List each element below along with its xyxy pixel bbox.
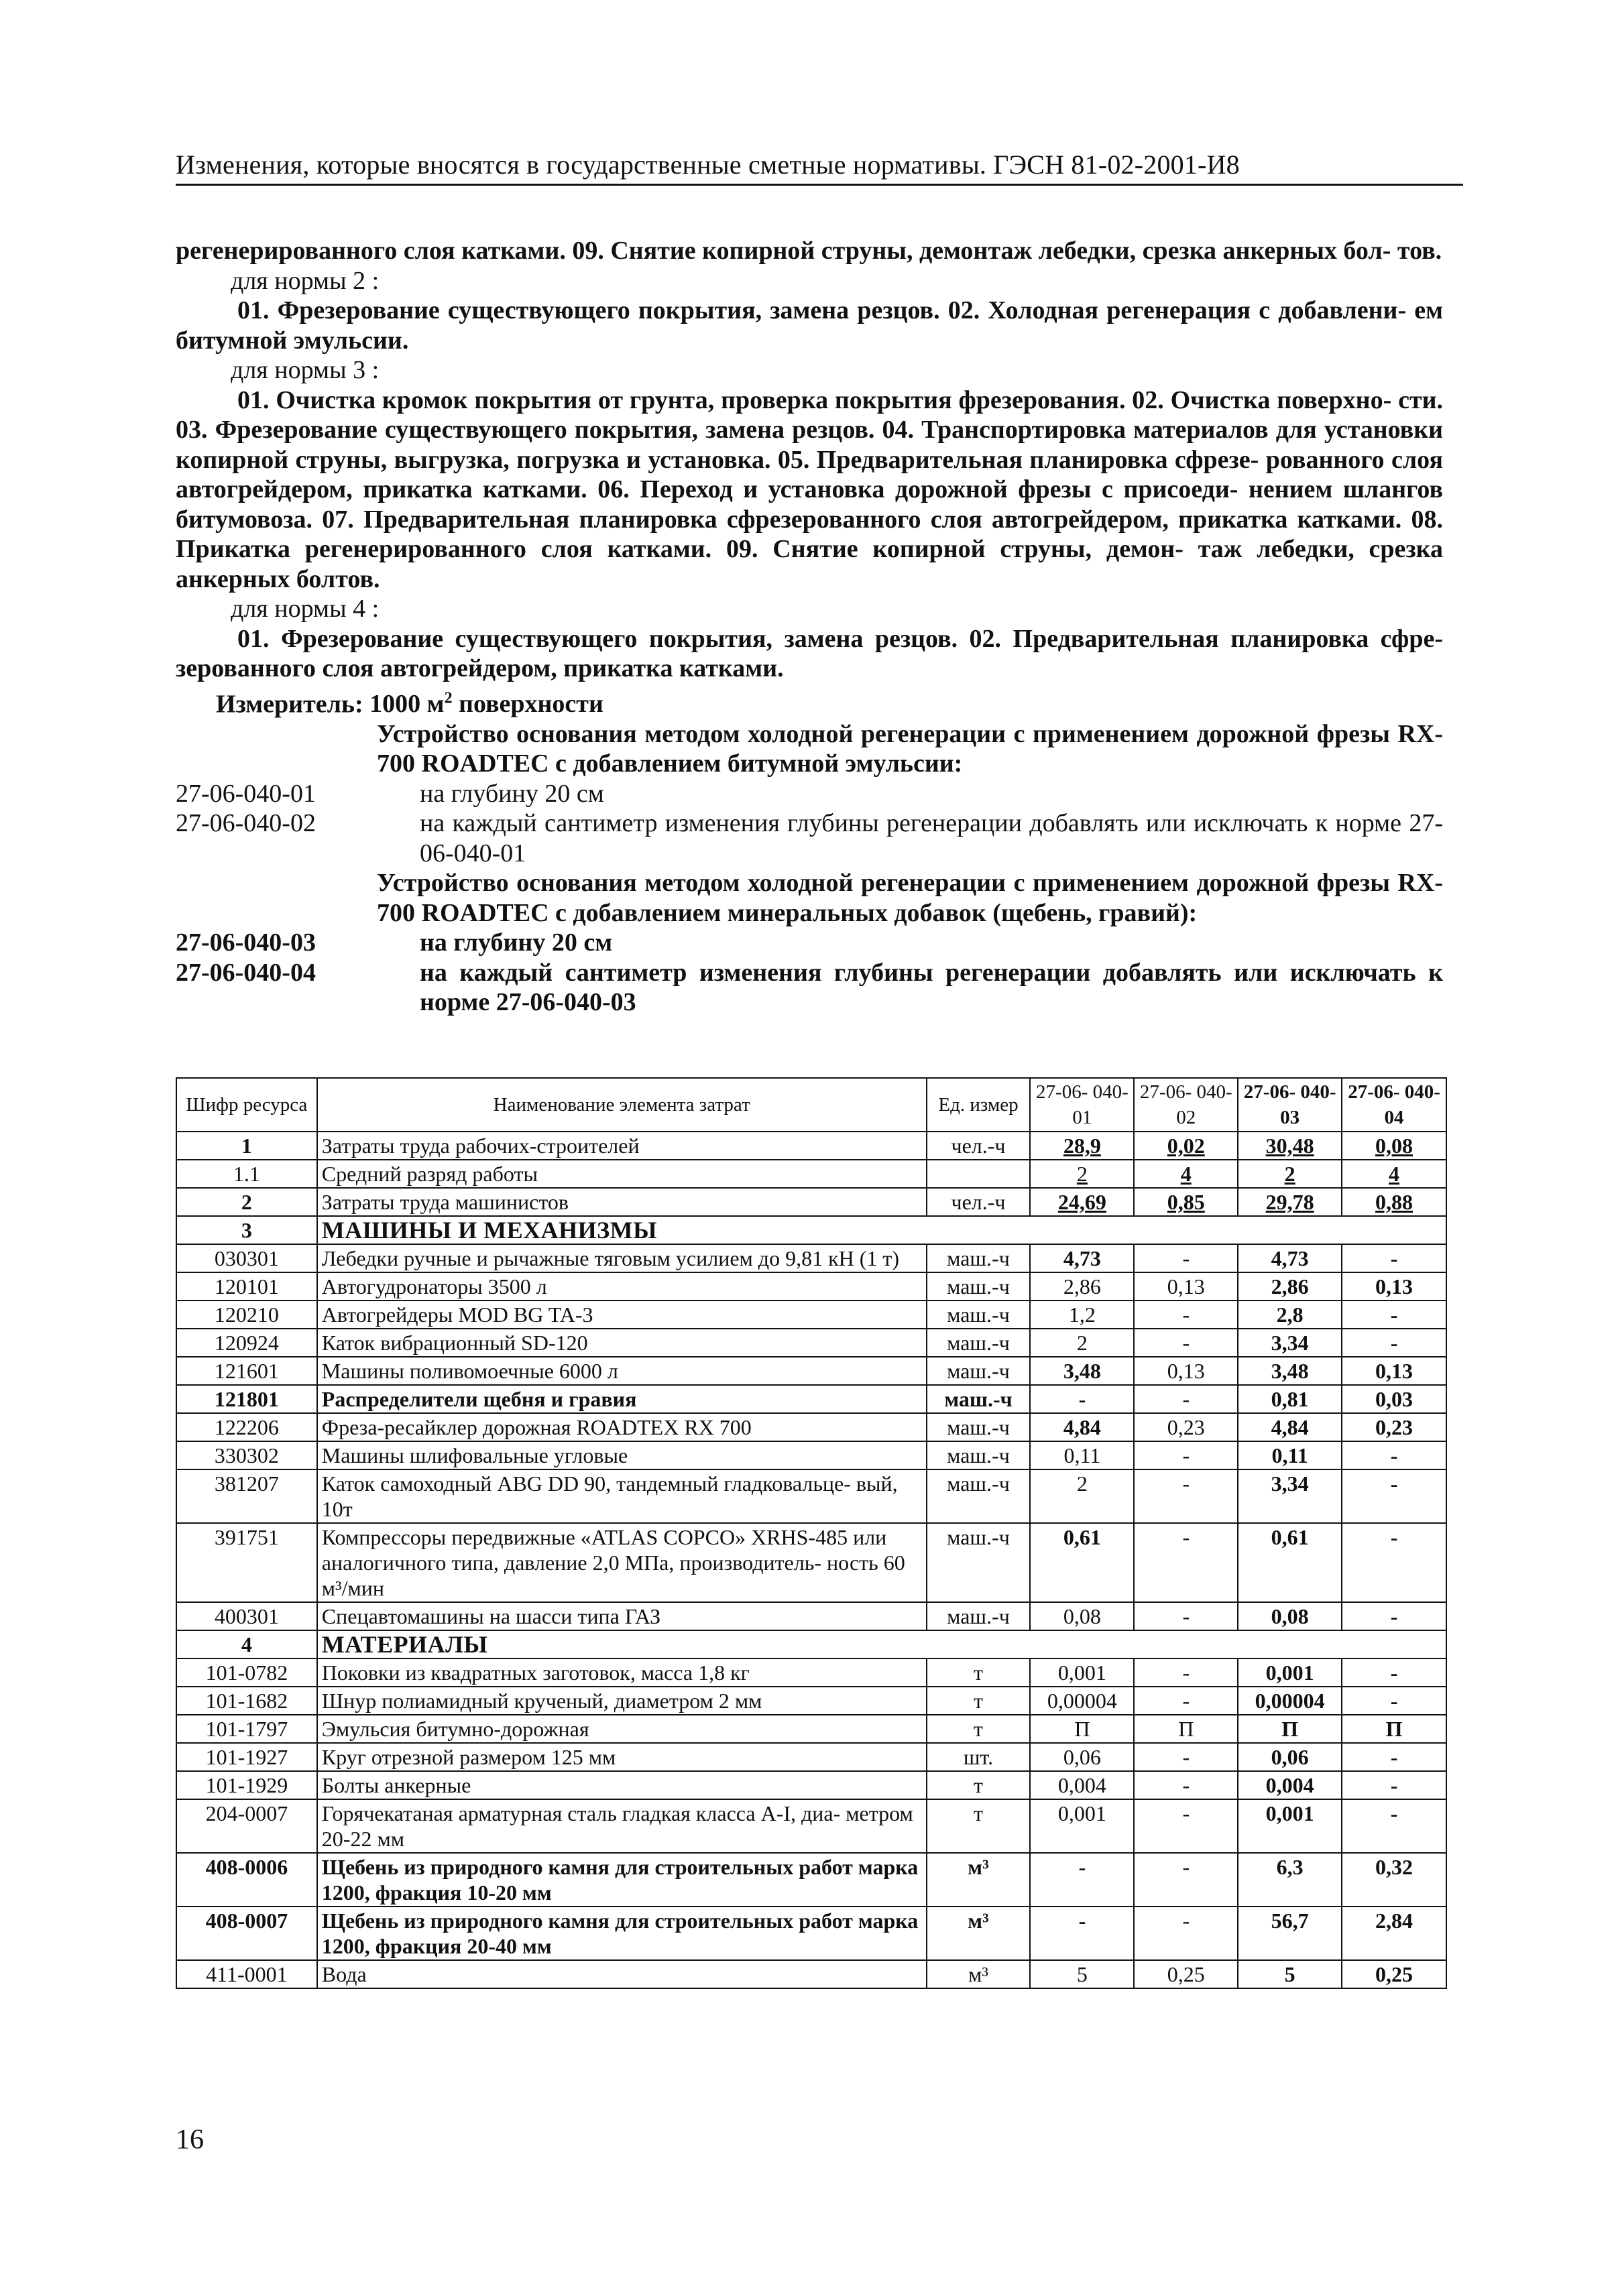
cell-name: Автогудронаторы 3500 л (317, 1272, 927, 1301)
cell-unit (927, 1160, 1031, 1188)
page-number: 16 (176, 2124, 204, 2155)
measure-label: Измеритель: (216, 690, 363, 719)
table-row (176, 1160, 1446, 1188)
cell-norm-01: 5 (1030, 1960, 1134, 1988)
cell-norm-04: - (1342, 1523, 1446, 1602)
cell-norm-04: - (1342, 1658, 1446, 1687)
cell-name: Распределители щебня и гравия (317, 1385, 927, 1413)
cell-norm-04: - (1342, 1441, 1446, 1469)
cell-norm-04: 0,13 (1342, 1357, 1446, 1385)
table-row (176, 1188, 1446, 1216)
cell-code: 101-1927 (176, 1743, 317, 1771)
cell-norm-02: - (1134, 1469, 1238, 1523)
cell-norm-04: - (1342, 1687, 1446, 1715)
cell-code: 330302 (176, 1441, 317, 1469)
cell-norm-03: 3,34 (1238, 1329, 1342, 1357)
section-heading: МАТЕРИАЛЫ (317, 1630, 1446, 1658)
cell-norm-02: - (1134, 1799, 1238, 1853)
cell-unit: маш.-ч (927, 1523, 1031, 1602)
header-norm-02: 27-06- 040-02 (1134, 1078, 1238, 1132)
cell-unit: маш.-ч (927, 1385, 1031, 1413)
cell-code: 3 (176, 1216, 317, 1244)
cell-unit: маш.-ч (927, 1301, 1031, 1329)
table-row (176, 1630, 1446, 1658)
cell-code: 120101 (176, 1272, 317, 1301)
cell-norm-03: 0,00004 (1238, 1687, 1342, 1715)
cell-name: Фреза-ресайклер дорожная ROADTEX RX 700 (317, 1413, 927, 1441)
cell-norm-03: 2,86 (1238, 1272, 1342, 1301)
cell-norm-03: 4,84 (1238, 1413, 1342, 1441)
cell-unit: м³ (927, 1960, 1031, 1988)
norm-row-4 (176, 958, 1443, 1018)
norm-code: 27-06-040-03 (176, 928, 316, 957)
cell-code: 121801 (176, 1385, 317, 1413)
norm-group1-title: Устройство основания методом холодной регенерации с применением дорожной фрезы RX-700 ROADTEC с добавлением битумной эмульсии: (377, 719, 1443, 778)
table-row (176, 1413, 1446, 1441)
table-row (176, 1357, 1446, 1385)
cell-code: 400301 (176, 1602, 317, 1630)
cell-name: Средний разряд работы (317, 1160, 927, 1188)
cell-norm-04: - (1342, 1469, 1446, 1523)
cell-norm-04: 4 (1342, 1160, 1446, 1188)
cell-unit: т (927, 1658, 1031, 1687)
norm4-work-list: 01. Фрезерование существующего покрытия, замена резцов. 02. Предварительная планировка сфре- зерованного слоя автогрейдером, прикатка катками. (176, 624, 1443, 682)
cell-norm-02: П (1134, 1715, 1238, 1743)
cell-code: 030301 (176, 1244, 317, 1272)
cell-norm-04: - (1342, 1771, 1446, 1799)
cell-unit: т (927, 1799, 1031, 1853)
cell-unit: маш.-ч (927, 1441, 1031, 1469)
cell-norm-01: 1,2 (1030, 1301, 1134, 1329)
table-row (176, 1385, 1446, 1413)
cell-name: Поковки из квадратных заготовок, масса 1,8 кг (317, 1658, 927, 1687)
cell-name: Шнур полиамидный крученый, диаметром 2 мм (317, 1687, 927, 1715)
cell-norm-02: 0,13 (1134, 1272, 1238, 1301)
cell-norm-03: 30,48 (1238, 1132, 1342, 1160)
cell-norm-03: 0,11 (1238, 1441, 1342, 1469)
cell-norm-02: 0,23 (1134, 1413, 1238, 1441)
cell-name: Круг отрезной размером 125 мм (317, 1743, 927, 1771)
norm-text: на глубину 20 см (420, 779, 604, 808)
cell-norm-03: 4,73 (1238, 1244, 1342, 1272)
table-row (176, 1329, 1446, 1357)
cell-norm-04: 0,32 (1342, 1853, 1446, 1907)
cell-norm-04: - (1342, 1602, 1446, 1630)
cell-norm-04: - (1342, 1329, 1446, 1357)
cell-code: 4 (176, 1630, 317, 1658)
header-norm-04: 27-06- 040-04 (1342, 1078, 1446, 1132)
table-row (176, 1658, 1446, 1687)
cell-norm-02: 0,13 (1134, 1357, 1238, 1385)
cell-name: Вода (317, 1960, 927, 1988)
cell-norm-01: 0,001 (1030, 1658, 1134, 1687)
resources-table (176, 1077, 1447, 1989)
table-row (176, 1244, 1446, 1272)
cell-code: 121601 (176, 1357, 317, 1385)
header-code: Шифр ресурса (176, 1078, 317, 1132)
norm3-work-list: 01. Очистка кромок покрытия от грунта, проверка покрытия фрезерования. 02. Очистка поверхно- сти. 03. Фрезерование существующего покрытия, замена резцов. 04. Транспортировка материалов для установки копирной струны, выгрузка, погрузка и установка. 05. Предварительная планировка сфрезе- рованного слоя автогрейдером, прикатка катками. 06. Переход и установка дорожной фрезы с присоеди- нением шлангов битумовоза. 07. Предварительная планировка сфрезерованного слоя автогрейдером, прикатка катками. 08. Прикатка регенерированного слоя катками. 09. Снятие копирной струны, демон- таж лебедки, срезка анкерных болтов. (176, 385, 1443, 593)
cell-norm-01: 0,61 (1030, 1523, 1134, 1602)
cell-unit: маш.-ч (927, 1469, 1031, 1523)
cell-norm-03: 5 (1238, 1960, 1342, 1988)
cell-name: Болты анкерные (317, 1771, 927, 1799)
cell-code: 120924 (176, 1329, 317, 1357)
cell-code: 381207 (176, 1469, 317, 1523)
table-row (176, 1907, 1446, 1960)
cell-norm-04: 0,88 (1342, 1188, 1446, 1216)
cell-norm-01: 0,06 (1030, 1743, 1134, 1771)
cell-norm-02: 0,02 (1134, 1132, 1238, 1160)
cell-code: 391751 (176, 1523, 317, 1602)
cell-name: Каток вибрационный SD-120 (317, 1329, 927, 1357)
table-row (176, 1132, 1446, 1160)
cell-norm-04: П (1342, 1715, 1446, 1743)
cell-norm-01: - (1030, 1853, 1134, 1907)
cell-norm-03: 0,81 (1238, 1385, 1342, 1413)
running-header: Изменения, которые вносятся в государственные сметные нормативы. ГЭСН 81-02-2001-И8 (176, 149, 1463, 186)
cell-norm-03: 0,61 (1238, 1523, 1342, 1602)
cell-norm-03: 0,08 (1238, 1602, 1342, 1630)
cell-norm-03: 2 (1238, 1160, 1342, 1188)
cell-norm-03: 0,001 (1238, 1799, 1342, 1853)
cell-name: Эмульсия битумно-дорожная (317, 1715, 927, 1743)
cell-code: 120210 (176, 1301, 317, 1329)
norm-code: 27-06-040-02 (176, 809, 316, 838)
norm-code: 27-06-040-01 (176, 779, 316, 808)
document-body (176, 236, 1443, 1018)
table-row (176, 1523, 1446, 1602)
cell-code: 1 (176, 1132, 317, 1160)
table-row (176, 1715, 1446, 1743)
cell-norm-02: - (1134, 1329, 1238, 1357)
cell-norm-03: 6,3 (1238, 1853, 1342, 1907)
cell-unit: маш.-ч (927, 1329, 1031, 1357)
cell-norm-02: - (1134, 1244, 1238, 1272)
norm-text: на каждый сантиметр изменения глубины регенерации добавлять или исключать к норме 27-06-040-03 (420, 958, 1443, 1017)
cell-norm-01: 0,11 (1030, 1441, 1134, 1469)
cell-norm-03: 29,78 (1238, 1188, 1342, 1216)
cell-norm-02: - (1134, 1687, 1238, 1715)
cell-unit: т (927, 1771, 1031, 1799)
cell-norm-03: 0,001 (1238, 1658, 1342, 1687)
cell-norm-01: 0,001 (1030, 1799, 1134, 1853)
cell-norm-03: 2,8 (1238, 1301, 1342, 1329)
cell-name: Затраты труда машинистов (317, 1188, 927, 1216)
norm2-label: для нормы 2 : (231, 266, 380, 295)
cell-name: Лебедки ручные и рычажные тяговым усилием до 9,81 кН (1 т) (317, 1244, 927, 1272)
cell-name: Спецавтомашины на шасси типа ГАЗ (317, 1602, 927, 1630)
table-row (176, 1799, 1446, 1853)
table-row (176, 1272, 1446, 1301)
cell-norm-04: - (1342, 1799, 1446, 1853)
cell-unit: маш.-ч (927, 1413, 1031, 1441)
cell-norm-04: 0,08 (1342, 1132, 1446, 1160)
cell-norm-01: 0,00004 (1030, 1687, 1134, 1715)
cell-norm-02: 0,85 (1134, 1188, 1238, 1216)
cell-code: 204-0007 (176, 1799, 317, 1853)
table-row (176, 1743, 1446, 1771)
cell-code: 101-1929 (176, 1771, 317, 1799)
cell-norm-01: 4,73 (1030, 1244, 1134, 1272)
cell-norm-04: 0,03 (1342, 1385, 1446, 1413)
cell-code: 101-0782 (176, 1658, 317, 1687)
cell-unit: м³ (927, 1907, 1031, 1960)
norm3-label: для нормы 3 : (231, 356, 380, 384)
cell-unit: маш.-ч (927, 1244, 1031, 1272)
cell-norm-04: 0,25 (1342, 1960, 1446, 1988)
cell-norm-01: 2 (1030, 1329, 1134, 1357)
cell-name: Автогрейдеры MOD BG TA-3 (317, 1301, 927, 1329)
cell-norm-01: 28,9 (1030, 1132, 1134, 1160)
norm-row-2 (176, 808, 1443, 868)
table-row (176, 1960, 1446, 1988)
cell-norm-01: 2 (1030, 1469, 1134, 1523)
cell-unit: т (927, 1687, 1031, 1715)
cell-norm-02: 0,25 (1134, 1960, 1238, 1988)
table-row (176, 1216, 1446, 1244)
cell-norm-02: - (1134, 1523, 1238, 1602)
cell-norm-02: - (1134, 1602, 1238, 1630)
cell-name: Затраты труда рабочих-строителей (317, 1132, 927, 1160)
cell-code: 122206 (176, 1413, 317, 1441)
cell-name: Машины шлифовальные угловые (317, 1441, 927, 1469)
cell-norm-02: - (1134, 1907, 1238, 1960)
table-row (176, 1687, 1446, 1715)
cell-norm-01: 24,69 (1030, 1188, 1134, 1216)
cell-code: 101-1682 (176, 1687, 317, 1715)
header-norm-03: 27-06- 040-03 (1238, 1078, 1342, 1132)
table-row (176, 1771, 1446, 1799)
norm-code: 27-06-040-04 (176, 958, 316, 987)
cell-unit: маш.-ч (927, 1602, 1031, 1630)
cell-norm-01: 2 (1030, 1160, 1134, 1188)
cell-norm-04: - (1342, 1743, 1446, 1771)
cell-name: Щебень из природного камня для строительных работ марка 1200, фракция 20-40 мм (317, 1907, 927, 1960)
cell-name: Машины поливомоечные 6000 л (317, 1357, 927, 1385)
cell-norm-04: 0,13 (1342, 1272, 1446, 1301)
cell-code: 1.1 (176, 1160, 317, 1188)
cell-code: 101-1797 (176, 1715, 317, 1743)
cell-norm-03: 3,48 (1238, 1357, 1342, 1385)
norm-row-1 (176, 779, 1443, 809)
norm4-label: для нормы 4 : (231, 595, 380, 623)
cell-norm-03: 3,34 (1238, 1469, 1342, 1523)
cell-norm-04: 2,84 (1342, 1907, 1446, 1960)
cell-name: Компрессоры передвижные «ATLAS COPCO» XRHS-485 или аналогичного типа, давление 2,0 МПа, производитель- ность 60 м³/мин (317, 1523, 927, 1602)
cell-norm-04: - (1342, 1244, 1446, 1272)
cell-code: 408-0007 (176, 1907, 317, 1960)
cell-norm-02: - (1134, 1441, 1238, 1469)
cell-norm-02: 4 (1134, 1160, 1238, 1188)
cell-norm-03: 56,7 (1238, 1907, 1342, 1960)
norm-text: на глубину 20 см (420, 928, 613, 957)
cell-norm-02: - (1134, 1301, 1238, 1329)
cell-name: Каток самоходный ABG DD 90, тандемный гладковальце- вый, 10т (317, 1469, 927, 1523)
norm-row-3 (176, 928, 1443, 958)
cell-norm-01: П (1030, 1715, 1134, 1743)
cell-unit: маш.-ч (927, 1357, 1031, 1385)
cell-code: 411-0001 (176, 1960, 317, 1988)
cell-norm-02: - (1134, 1853, 1238, 1907)
header-name: Наименование элемента затрат (317, 1078, 927, 1132)
table-row (176, 1469, 1446, 1523)
cell-norm-01: 0,08 (1030, 1602, 1134, 1630)
measure-value: 1000 $м^2$ поверхности (369, 689, 603, 719)
table-row (176, 1441, 1446, 1469)
cell-norm-01: 3,48 (1030, 1357, 1134, 1385)
header-norm-01: 27-06- 040-01 (1030, 1078, 1134, 1132)
cell-norm-02: - (1134, 1385, 1238, 1413)
cell-norm-02: - (1134, 1771, 1238, 1799)
measure-line (216, 684, 1443, 719)
cell-norm-03: П (1238, 1715, 1342, 1743)
cell-name: Горячекатаная арматурная сталь гладкая класса А-I, диа- метром 20-22 мм (317, 1799, 927, 1853)
norm-text: на каждый сантиметр изменения глубины регенерации добавлять или исключать к норме 27-06-040-01 (420, 809, 1443, 867)
cell-norm-02: - (1134, 1743, 1238, 1771)
cell-unit: т (927, 1715, 1031, 1743)
cell-code: 408-0006 (176, 1853, 317, 1907)
section-heading: МАШИНЫ И МЕХАНИЗМЫ (317, 1216, 1446, 1244)
header-unit: Ед. измер (927, 1078, 1031, 1132)
table-row (176, 1301, 1446, 1329)
cell-unit: м³ (927, 1853, 1031, 1907)
table-row (176, 1602, 1446, 1630)
cell-norm-01: 2,86 (1030, 1272, 1134, 1301)
norm-group2-title: Устройство основания методом холодной регенерации с применением дорожной фрезы RX-700 ROADTEC с добавлением минеральных добавок (щебень, гравий): (377, 869, 1443, 927)
cell-norm-01: - (1030, 1385, 1134, 1413)
cell-norm-04: - (1342, 1301, 1446, 1329)
cell-name: Щебень из природного камня для строительных работ марка 1200, фракция 10-20 мм (317, 1853, 927, 1907)
paragraph-norm1-tail: регенерированного слоя катками. 09. Снятие копирной струны, демонтаж лебедки, срезка анкерных бол- тов. (176, 237, 1442, 265)
cell-norm-03: 0,06 (1238, 1743, 1342, 1771)
cell-unit: чел.-ч (927, 1188, 1031, 1216)
cell-norm-03: 0,004 (1238, 1771, 1342, 1799)
cell-norm-02: - (1134, 1658, 1238, 1687)
cell-unit: шт. (927, 1743, 1031, 1771)
table-row (176, 1853, 1446, 1907)
cell-norm-01: 4,84 (1030, 1413, 1134, 1441)
cell-code: 2 (176, 1188, 317, 1216)
table-header-row (176, 1078, 1446, 1132)
cell-norm-04: 0,23 (1342, 1413, 1446, 1441)
cell-unit: маш.-ч (927, 1272, 1031, 1301)
cell-norm-01: 0,004 (1030, 1771, 1134, 1799)
cell-unit: чел.-ч (927, 1132, 1031, 1160)
cell-norm-01: - (1030, 1907, 1134, 1960)
norm2-work-list: 01. Фрезерование существующего покрытия, замена резцов. 02. Холодная регенерация с добавлени- ем битумной эмульсии. (176, 296, 1443, 355)
